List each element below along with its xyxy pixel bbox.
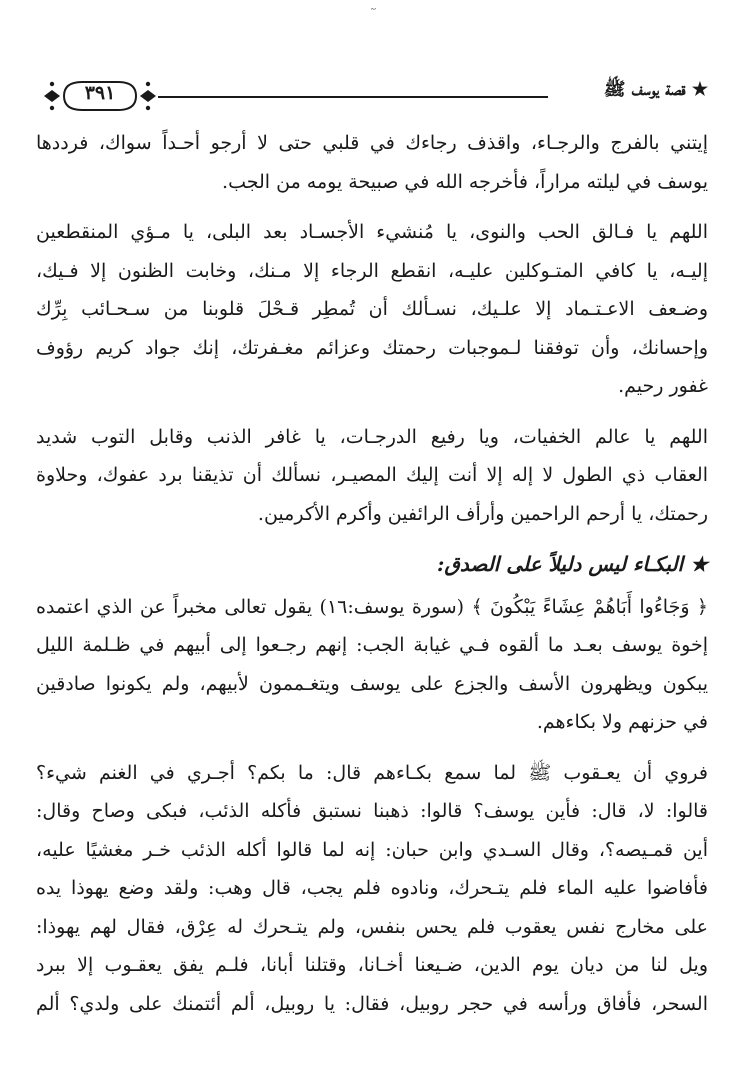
running-title: ★ قصة يوسف ﷺ — [603, 79, 708, 100]
text-line: السحر، فأفاق ورأسه في حجر روبيل، فقال: يا روبيل، ألم أئتمنك على ولدي؟ ألم — [36, 992, 708, 1015]
paragraph — [36, 418, 708, 534]
header-rule — [158, 96, 548, 98]
paragraph — [36, 754, 708, 1024]
text-line: العقاب ذي الطول لا إله إلا أنت إليك المصيـر، نسألك أن تذيقنا برد عفوك، وحلاوة — [36, 464, 708, 486]
text-line: وضـعف الاعـتـماد إلا علـيك، نسـألك أن تُمطِر قـحْلَ قلوبنا من سـحـائب بِرِّك — [36, 298, 708, 320]
section-heading: ★ البكـاء ليس دليلاً على الصدق: — [436, 552, 708, 576]
text-line: إيتني بالفرج والرجـاء، واقذف رجاءك في قلبي حتى لا أرجو أحـداً سواك، فرددها — [36, 132, 708, 154]
text-line: إليـه، يا كافي المتـوكلين عليـه، انقطع الرجاء إلا مـنك، وخابت الظنون إلا فـيك، — [36, 259, 708, 282]
text-line: قالوا: لا، قال: فأين يوسف؟ قالوا: ذهبنا نستبق فأكله الذئب، فبكى وصاح وقال: — [36, 800, 708, 822]
text-line: ﴿ وَجَاءُوا أَبَاهُمْ عِشَاءً يَبْكُونَ ﴾ (سورة يوسف:١٦) يقول تعالى مخبراً عن الذي اعتمده — [36, 595, 708, 618]
text-line: على مخارج نفس يعقوب فلم يحس بنفس، ولم يتـحرك له عِرْق، فقال لهم يهوذا: — [36, 915, 708, 938]
text-line: رحمتك، يا أرحم الراحمين وأرأف الرائفين وأكرم الأكرمين. — [257, 502, 708, 525]
paragraph — [36, 124, 708, 201]
text-line: يبكون ويظهرون الأسف والجزع على يوسف ويتغـممون لأبيهم، ولم يكونوا صادقين — [36, 672, 708, 695]
text-line: يوسف في ليلته مراراً، فأخرجه الله في صبيحة يومه من الجب. — [222, 170, 708, 193]
page-header — [40, 78, 708, 118]
page-number-ornament — [42, 78, 158, 114]
text-line: فروي أن يعـقوب ﷺ لما سمع بكـاءهم قال: ما بكم؟ أجـري في الغنم شيء؟ — [36, 761, 708, 784]
text-line: أين قمـيصه؟، وقال السـدي وابن حبان: إنه لما قالوا أكله الذئب خـر مغشيًا عليه، — [36, 838, 708, 861]
text-line: فأفاضوا عليه الماء فلم يتـحرك، ونادوه فلم يجب، قال وهب: ولقد وضع يهوذا يده — [36, 877, 708, 899]
page-number: ٣٩١ — [84, 82, 116, 104]
text-line: اللهم يا عالم الخفيات، ويا رفيع الدرجـات، يا غافر الذنب وقابل التوب شديد — [36, 425, 708, 448]
text-line: وإحسانك، وأن توفقنا لـموجبات رحمتك وعزائم مغـفرتك، إنك جواد كريم رؤوف — [36, 336, 708, 359]
text-line: إخوة يوسف بعـد ما ألقوه فـي غيابة الجب: إنهم رجـعوا إلى أبيهم في ظـلمة الليل — [36, 634, 708, 656]
text-line: ويل لنا من ديان يوم الدين، ضـيعنا أخـانا، وقتلنا أبانا، فلـم يفق يعقـوب إلا ببرد — [36, 954, 708, 976]
text-line: في حزنهم ولا بكاءهم. — [536, 711, 708, 733]
paragraph — [36, 213, 708, 406]
text-line: اللهم يا فـالق الحب والنوى، يا مُنشيء الأجسـاد بعد البلى، يا مـؤي المنقطعين — [36, 221, 708, 243]
body-text — [36, 124, 708, 1023]
text-line: غفور رحيم. — [618, 375, 708, 397]
paragraph — [36, 588, 708, 742]
